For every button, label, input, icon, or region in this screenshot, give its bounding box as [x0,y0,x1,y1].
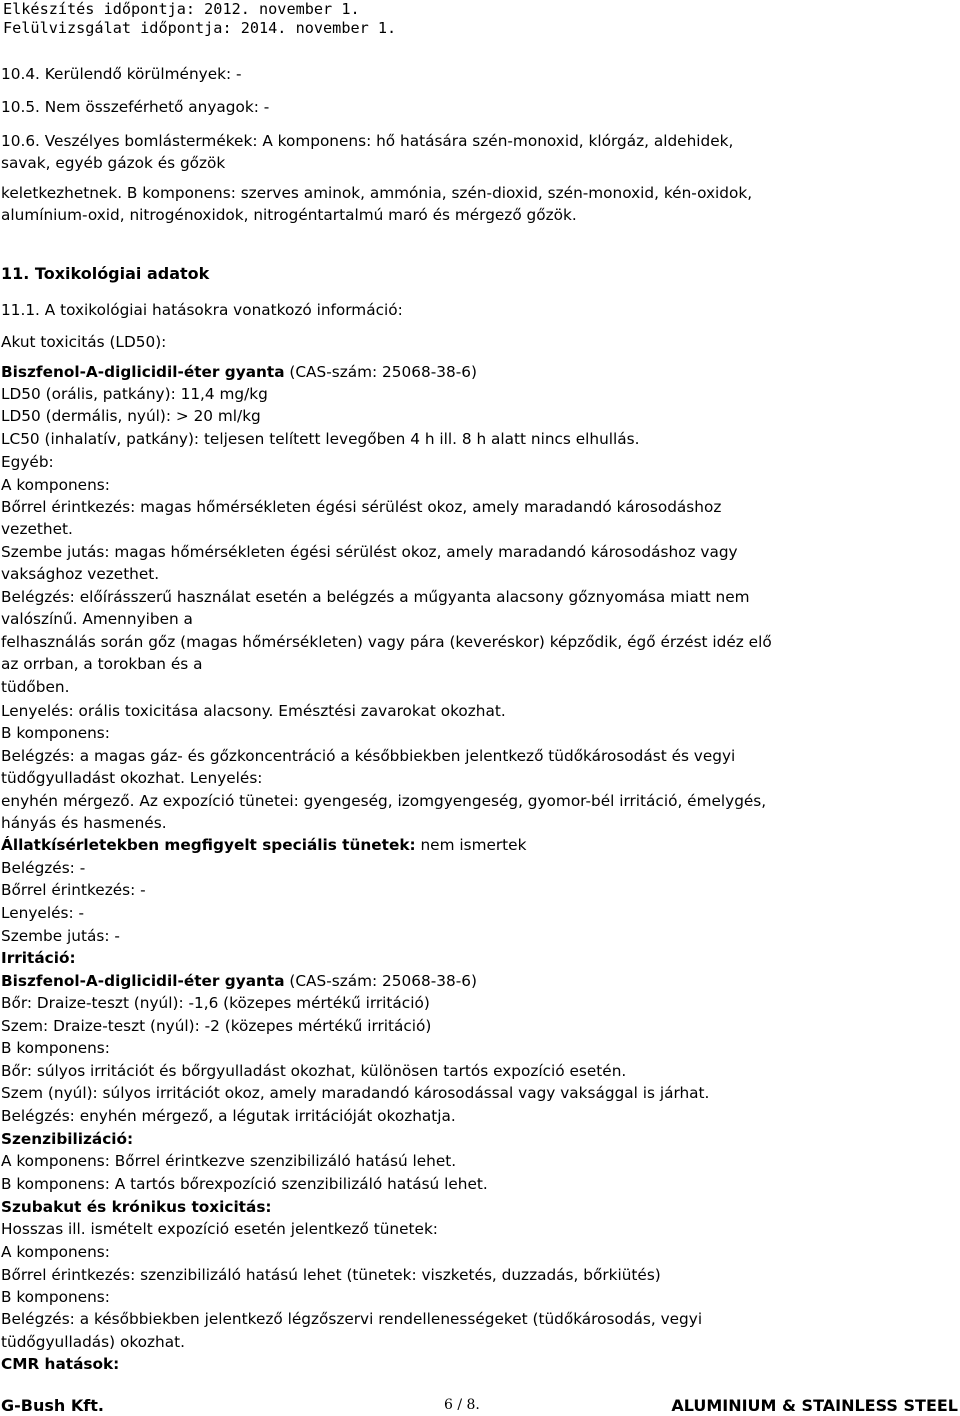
chronic-a-skin: Bőrrel érintkezés: szenzibilizáló hatású lehet (tünetek: viszketés, duzzadás, bőrkiütés) [1,1266,661,1284]
revision-date: Felülvizsgálat időpontja: 2014. november 1. [3,19,397,37]
section-11-title: 11. Toxikológiai adatok [1,264,210,283]
section-10-6-line: alumínium-oxid, nitrogénoxidok, nitrogéntartalmú maró és mérgező gőzök. [1,206,577,224]
irritation-b-component: B komponens: [1,1039,110,1057]
ld50-dermal: LD50 (dermális, nyúl): > 20 ml/kg [1,407,261,425]
chronic-b-inhalation: Belégzés: a későbbiekben jelentkező légzőszervi rendellenességeket (tüdőkárosodás, vegyi [1,1310,703,1328]
b-ingestion-line: enyhén mérgező. Az expozíció tünetei: gyengeség, izomgyengeség, gyomor-bél irritáció, émelygés, [1,792,767,810]
section-10-4: 10.4. Kerülendő körülmények: - [1,65,242,83]
irritation-b-inhalation: Belégzés: enyhén mérgező, a légutak irritációját okozhatja. [1,1107,456,1125]
chronic-title: Szubakut és krónikus toxicitás: [1,1198,272,1216]
eye-contact-line: Szembe jutás: magas hőmérsékleten égési sérülést okoz, amely maradandó károsodáshoz vagy [1,543,738,561]
irritation-title: Irritáció: [1,949,76,967]
inhalation-line: Belégzés: előírásszerű használat esetén a belégzés a műgyanta alacsony gőznyomása miatt nem [1,588,750,606]
ld50-oral: LD50 (orális, patkány): 11,4 mg/kg [1,385,268,403]
page-footer [0,1396,960,1416]
inhalation-line: felhasználás során gőz (magas hőmérsékleten) vagy pára (keveréskor) képződik, égő érzést idéz elő [1,633,772,651]
section-10-6-line: 10.6. Veszélyes bomlástermékek: A komponens: hő hatására szén-monoxid, klórgáz, aldehidek, [1,132,734,150]
chronic-b-inhalation: tüdőgyulladás) okozhat. [1,1333,185,1351]
a-component-label: A komponens: [1,476,110,494]
irritation-eye: Szem: Draize-teszt (nyúl): -2 (közepes mértékű irritáció) [1,1017,432,1035]
irritation-b-skin: Bőr: súlyos irritációt és bőrgyulladást okozhat, különösen tartós expozíció esetén. [1,1062,627,1080]
chronic-intro: Hosszas ill. ismételt expozíció esetén jelentkező tünetek: [1,1220,438,1238]
resin-cas: (CAS-szám: 25068-38-6) [284,363,477,381]
ingestion-line: Lenyelés: orális toxicitása alacsony. Emésztési zavarokat okozhat. [1,702,506,720]
sensitization-a: A komponens: Bőrrel érintkezve szenzibilizáló hatású lehet. [1,1152,457,1170]
irritation-resin-cas: (CAS-szám: 25068-38-6) [284,972,477,990]
inhalation-line: az orrban, a torokban és a [1,655,203,673]
inhalation-line: tüdőben. [1,678,70,696]
animal-inhalation: Belégzés: - [1,859,86,877]
animal-tests-label: Állatkísérletekben megfigyelt speciális tünetek: [1,836,416,854]
sensitization-title: Szenzibilizáció: [1,1130,134,1148]
animal-eye: Szembe jutás: - [1,927,120,945]
section-10-6-line: savak, egyéb gázok és gőzök [1,154,226,172]
lc50-inhalative: LC50 (inhalatív, patkány): teljesen telített levegőben 4 h ill. 8 h alatt nincs elhullás. [1,430,640,448]
b-inhalation-line: tüdőgyulladást okozhat. Lenyelés: [1,769,263,787]
creation-date: Elkészítés időpontja: 2012. november 1. [3,0,360,18]
b-ingestion-line: hányás és hasmenés. [1,814,167,832]
skin-contact-line: Bőrrel érintkezés: magas hőmérsékleten égési sérülést okoz, amely maradandó károsodáshoz [1,498,722,516]
section-11-1-title: 11.1. A toxikológiai hatásokra vonatkozó információ: [1,301,403,319]
section-10-5: 10.5. Nem összeférhető anyagok: - [1,98,270,116]
irritation-b-eye: Szem (nyúl): súlyos irritációt okoz, amely maradandó károsodással vagy vaksággal is járhat. [1,1084,710,1102]
irritation-resin-line [1,970,477,993]
sensitization-b: B komponens: A tartós bőrexpozíció szenzibilizáló hatású lehet. [1,1175,488,1193]
inhalation-line: valószínű. Amennyiben a [1,610,193,628]
animal-ingestion: Lenyelés: - [1,904,84,922]
other-label: Egyéb: [1,453,54,471]
animal-tests-value: nem ismertek [415,836,527,854]
chronic-a-component: A komponens: [1,1243,110,1261]
eye-contact-line: vaksághoz vezethet. [1,565,160,583]
skin-contact-line: vezethet. [1,520,73,538]
resin-name: Biszfenol-A-diglicidil-éter gyanta [1,363,285,381]
acute-toxicity-label: Akut toxicitás (LD50): [1,333,167,351]
b-inhalation-line: Belégzés: a magas gáz- és gőzkoncentráció a későbbiekben jelentkező tüdőkárosodást és vegyi [1,747,736,765]
footer-company: G-Bush Kft. [1,1396,104,1415]
chronic-b-component: B komponens: [1,1288,110,1306]
animal-skin: Bőrrel érintkezés: - [1,881,146,899]
footer-product: ALUMINIUM & STAINLESS STEEL [671,1396,958,1415]
cmr-title: CMR hatások: [1,1355,120,1373]
irritation-skin: Bőr: Draize-teszt (nyúl): -1,6 (közepes mértékű irritáció) [1,994,430,1012]
b-component-label: B komponens: [1,724,110,742]
animal-tests-line [1,834,526,857]
resin-line [1,361,477,384]
section-10-6-line: keletkezhetnek. B komponens: szerves aminok, ammónia, szén-dioxid, szén-monoxid, kén-oxidok, [1,184,753,202]
irritation-resin-name: Biszfenol-A-diglicidil-éter gyanta [1,972,285,990]
footer-page-number: 6 / 8. [444,1397,480,1413]
